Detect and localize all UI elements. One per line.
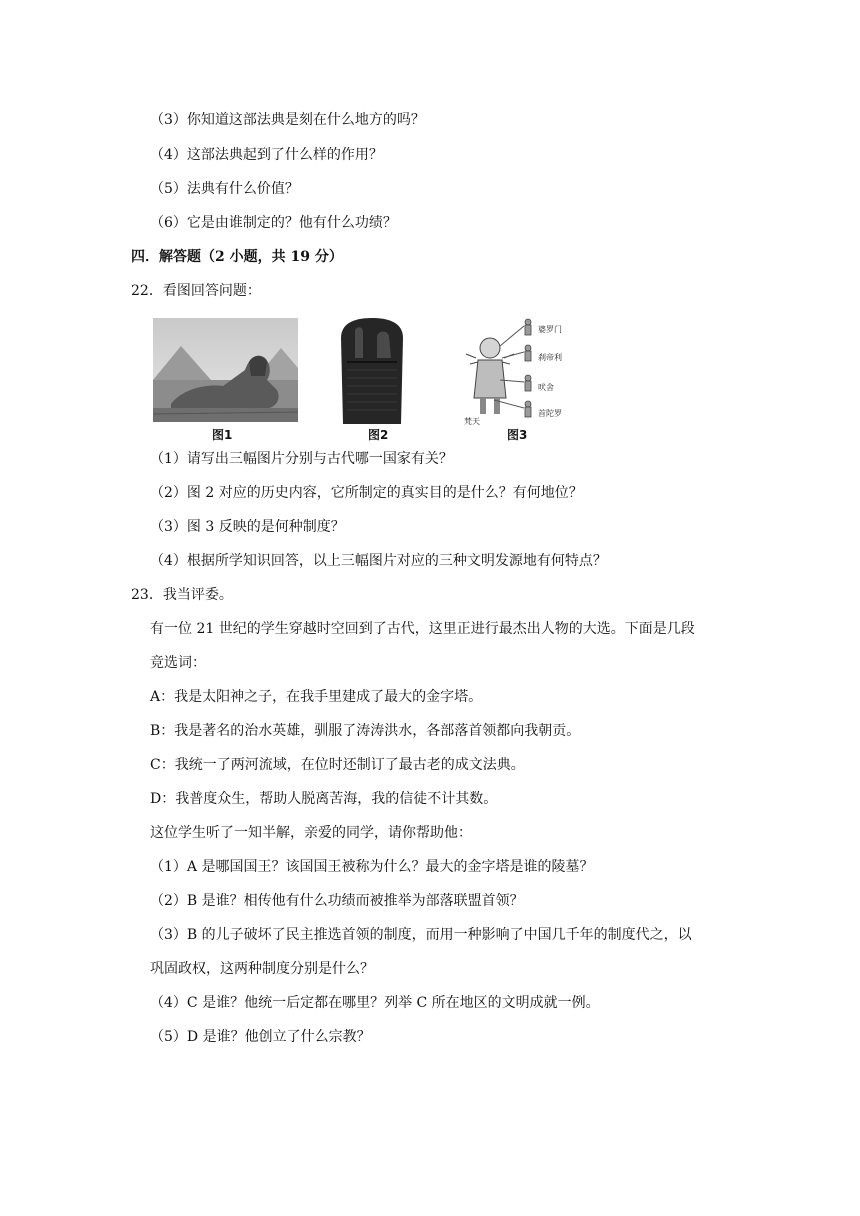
- q23-prompt: 这位学生听了一知半解，亲爱的同学，请你帮助他：: [150, 825, 472, 841]
- q23-intro: 竞选词：: [150, 655, 206, 671]
- figure-3-caste-diagram: [460, 318, 578, 430]
- q22-title: 22．看图回答问题：: [131, 283, 261, 299]
- figure-1-caption: 图1: [212, 428, 233, 442]
- caste-label: 梵天: [464, 417, 480, 426]
- caste-label: 首陀罗: [538, 409, 562, 418]
- q22-figures: [150, 318, 580, 442]
- caste-label: 吠舍: [538, 383, 554, 392]
- q23-speech: A：我是太阳神之子，在我手里建成了最大的金字塔。: [150, 689, 483, 705]
- q23-sub: （4）C 是谁？他统一后定都在哪里？列举 C 所在地区的文明成就一例。: [150, 995, 600, 1011]
- caste-label: 婆罗门: [538, 325, 562, 334]
- caste-label: 刹帝利: [538, 353, 562, 362]
- figure-3-caption: 图3: [507, 428, 528, 442]
- q22-sub: （2）图 2 对应的历史内容，它所制定的真实目的是什么？有何地位？: [150, 485, 583, 501]
- q23-title: 23．我当评委。: [131, 587, 233, 603]
- q23-sub: 巩固政权，这两种制度分别是什么？: [150, 961, 374, 977]
- q23-speech: C：我统一了两河流域，在位时还制订了最古老的成文法典。: [150, 757, 525, 773]
- section-heading: 四．解答题（2 小题，共 19 分）: [131, 249, 343, 265]
- q22-sub: （1）请写出三幅图片分别与古代哪一国家有关？: [150, 451, 453, 467]
- q23-speech: B：我是著名的治水英雄，驯服了涛涛洪水，各部落首领都向我朝贡。: [150, 723, 581, 739]
- q22-sub: （3）图 3 反映的是何种制度？: [150, 519, 345, 535]
- question-line: （5）法典有什么价值？: [150, 181, 299, 197]
- q23-intro: 有一位 21 世纪的学生穿越时空回到了古代，这里正进行最杰出人物的大选。下面是几段: [150, 621, 695, 637]
- q23-sub: （5）D 是谁？他创立了什么宗教？: [150, 1029, 371, 1045]
- question-line: （6）它是由谁制定的？他有什么功绩？: [150, 215, 397, 231]
- figure-1-sphinx-image: [153, 318, 298, 422]
- q23-sub: （2）B 是谁？相传他有什么功绩而被推举为部落联盟首领？: [150, 893, 524, 909]
- figure-2-stele-image: [333, 318, 411, 424]
- q23-speech: D：我普度众生，帮助人脱离苦海，我的信徒不计其数。: [150, 791, 498, 807]
- question-line: （3）你知道这部法典是刻在什么地方的吗？: [150, 112, 425, 128]
- question-line: （4）这部法典起到了什么样的作用？: [150, 147, 383, 163]
- q22-sub: （4）根据所学知识回答，以上三幅图片对应的三种文明发源地有何特点？: [150, 553, 607, 569]
- q23-sub: （1）A 是哪国国王？该国国王被称为什么？最大的金字塔是谁的陵墓？: [150, 859, 594, 875]
- figure-2-caption: 图2: [368, 428, 389, 442]
- q23-sub: （3）B 的儿子破坏了民主推选首领的制度，而用一种影响了中国几千年的制度代之，以: [150, 927, 692, 943]
